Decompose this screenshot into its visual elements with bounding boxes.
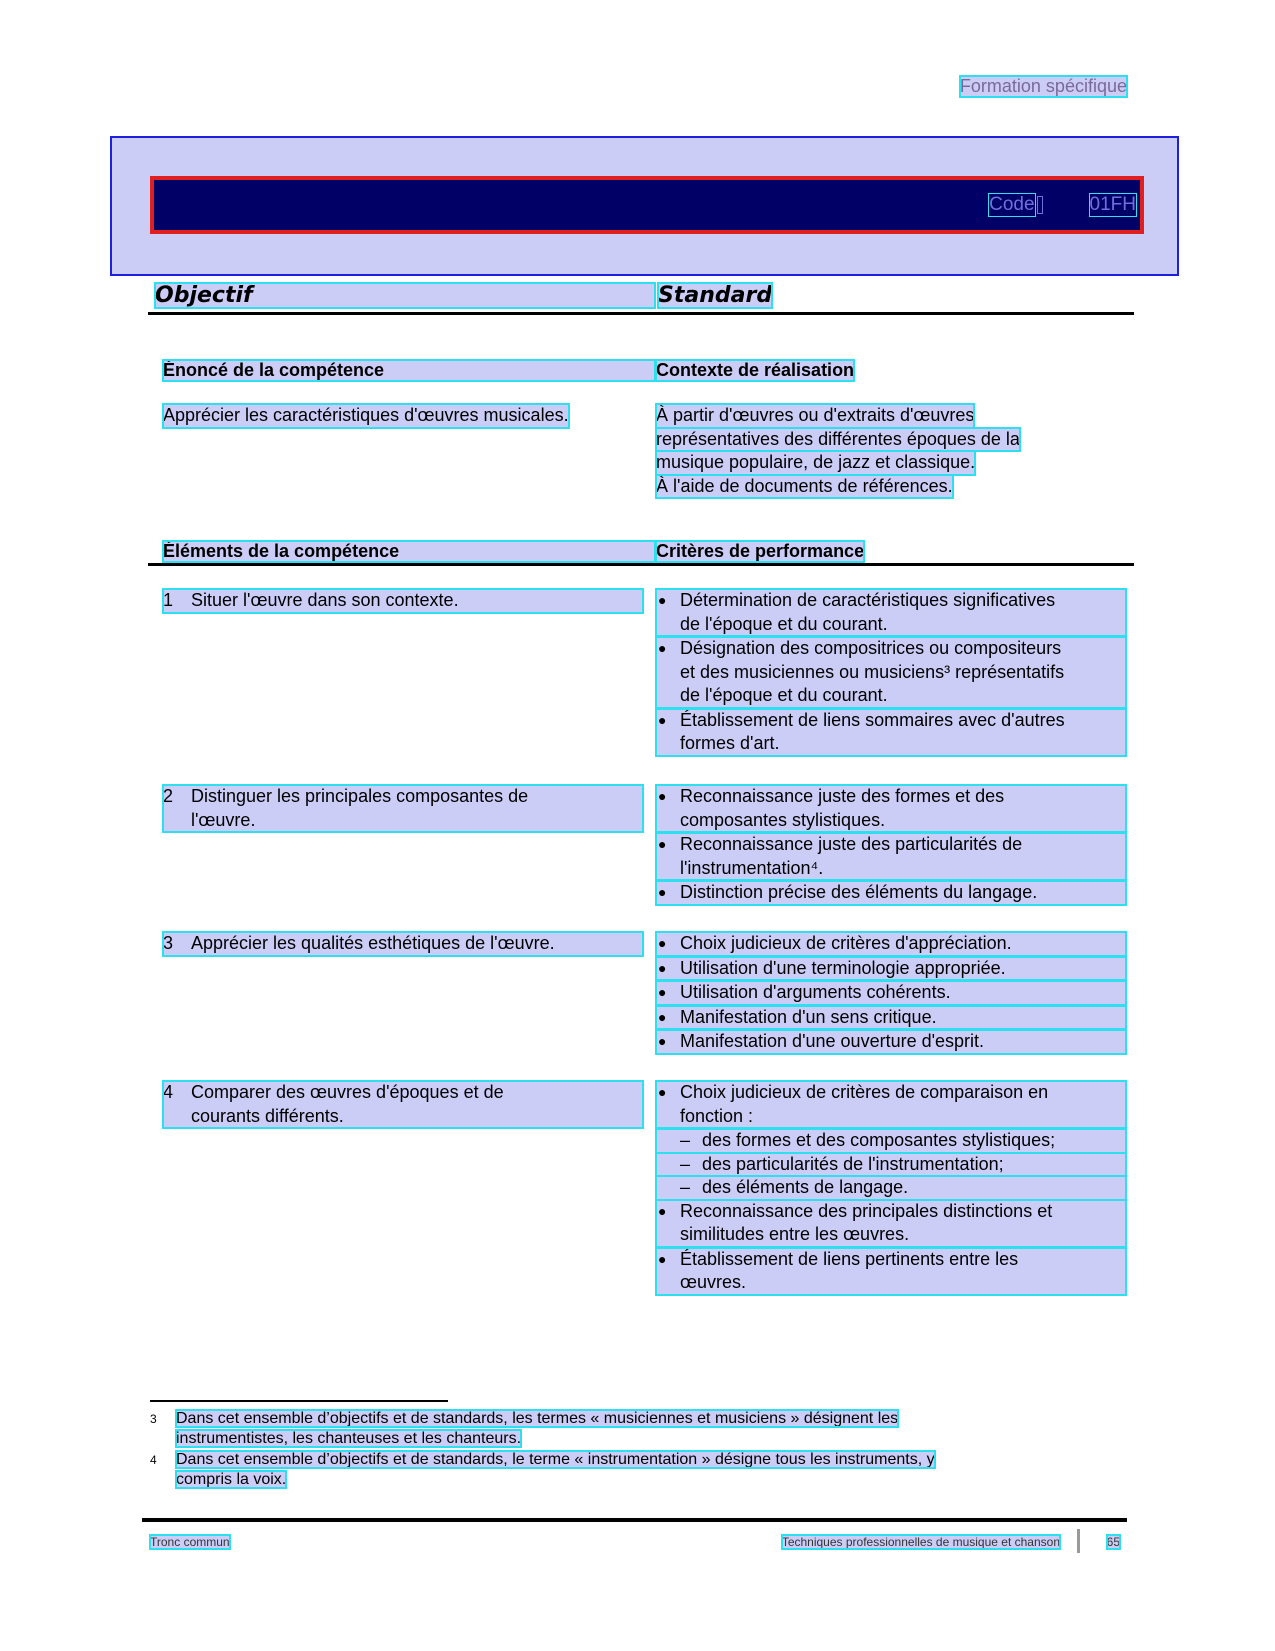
criteres-heading: Critères de performance — [656, 541, 865, 561]
sub-criterion: – des particularités de l'instrumentation; — [656, 1153, 1126, 1177]
bullet-icon: ● — [658, 1202, 667, 1219]
element-3 — [163, 932, 643, 956]
criterion: ● Reconnaissance juste des formes et des composantes stylistiques. — [656, 785, 1126, 832]
criterion: ● Utilisation d'arguments cohérents. — [656, 981, 1126, 1005]
standard-heading: Standard — [658, 283, 773, 308]
contexte-line: musique populaire, de jazz et classique. — [656, 451, 975, 475]
footer-separator — [1077, 1529, 1080, 1553]
header-rule — [148, 312, 1134, 315]
criterion: ● Choix judicieux de critères d'appréciation. — [656, 932, 1126, 956]
criterion: ● Établissement de liens sommaires avec d'autres formes d'art. — [656, 709, 1126, 756]
criterion: ● Désignation des compositrices ou compositeurs et des musiciennes ou musiciens³ représentatifs de l'époque et du courant. — [656, 637, 1126, 708]
contexte-line: À partir d'œuvres ou d'extraits d'œuvres — [656, 404, 974, 428]
page-number: 65 — [1106, 1535, 1120, 1549]
bullet-icon: ● — [658, 788, 667, 804]
enonce-heading: Énoncé de la compétence — [163, 360, 655, 381]
footnote-4 — [150, 1450, 1120, 1490]
criteria-group-3 — [656, 932, 1126, 1055]
code-label: Code — [989, 194, 1035, 215]
sub-criterion: – des formes et des composantes stylistiques; — [656, 1129, 1126, 1153]
element-4 — [163, 1081, 643, 1128]
element-text: Comparer des œuvres d'époques et de courants différents. — [191, 1082, 504, 1126]
objective-heading: Objectif — [155, 283, 655, 308]
code-value: 01FH — [1089, 194, 1136, 215]
bullet-icon: ● — [658, 836, 667, 852]
footnote-number: 4 — [150, 1453, 157, 1467]
footer-left: Tronc commun — [150, 1535, 230, 1549]
sub-criterion: – des éléments de langage. — [656, 1176, 1126, 1200]
enonce-text: Apprécier les caractéristiques d'œuvres musicales. — [163, 404, 569, 428]
bullet-icon: ● — [658, 959, 667, 976]
element-text: Apprécier les qualités esthétiques de l'œuvre. — [191, 933, 555, 953]
element-text: Situer l'œuvre dans son contexte. — [191, 590, 459, 610]
contexte-line: représentatives des différentes époques de la — [656, 428, 1020, 452]
elements-rule — [148, 563, 1134, 566]
bullet-icon: ● — [658, 1084, 667, 1100]
criterion: ● Établissement de liens pertinents entre les œuvres. — [656, 1248, 1126, 1295]
bullet-icon: ● — [658, 984, 667, 1000]
element-number: 4 — [163, 1082, 174, 1102]
running-header: Formation spécifique — [959, 76, 1127, 96]
criterion: ● Utilisation d'une terminologie appropriée. — [656, 957, 1126, 981]
bullet-icon: ● — [658, 1008, 667, 1025]
footer-rule — [142, 1518, 1127, 1522]
bullet-icon: ● — [658, 1250, 667, 1267]
dash-icon: – — [680, 1177, 691, 1197]
criterion: ● Manifestation d'un sens critique. — [656, 1006, 1126, 1030]
element-2 — [163, 785, 643, 832]
title-band — [110, 136, 1179, 276]
dash-icon: – — [680, 1153, 691, 1174]
element-number: 1 — [163, 590, 174, 610]
footnote-text: Dans cet ensemble d’objectifs et de standards, les termes « musiciennes et musiciens » désignent les instrumentistes, les chanteuses et les chanteurs. — [176, 1410, 899, 1447]
code-separator — [1037, 196, 1043, 214]
bullet-icon: ● — [658, 884, 667, 900]
bullet-icon: ● — [658, 711, 667, 728]
criteria-group-4 — [656, 1081, 1126, 1296]
element-number: 2 — [163, 786, 174, 806]
bullet-icon: ● — [658, 935, 667, 951]
bullet-icon: ● — [658, 640, 667, 656]
criterion: ● Détermination de caractéristiques significatives de l'époque et du courant. — [656, 589, 1126, 636]
criteria-group-2 — [656, 785, 1126, 906]
objective-standard-header — [150, 283, 1134, 311]
footer-right: Techniques professionnelles de musique et chanson — [781, 1535, 1060, 1549]
elements-heading: Éléments de la compétence — [163, 541, 655, 562]
contexte-text — [656, 404, 1020, 498]
criterion: ● Choix judicieux de critères de comparaison en fonction : — [656, 1081, 1126, 1128]
contexte-heading: Contexte de réalisation — [656, 360, 855, 380]
criterion: ● Reconnaissance juste des particularités de l'instrumentation⁴. — [656, 833, 1126, 880]
element-1 — [163, 589, 643, 613]
dash-icon: – — [680, 1130, 691, 1150]
element-number: 3 — [163, 933, 174, 953]
competency-code — [989, 194, 1136, 216]
criterion: ● Reconnaissance des principales distinctions et similitudes entre les œuvres. — [656, 1200, 1126, 1247]
criterion: ● Distinction précise des éléments du langage. — [656, 881, 1126, 905]
criterion: ● Manifestation d'une ouverture d'esprit. — [656, 1030, 1126, 1054]
title-bar — [150, 176, 1144, 234]
footnote-3 — [150, 1409, 1120, 1449]
bullet-icon: ● — [658, 592, 667, 608]
contexte-line: À l'aide de documents de références. — [656, 475, 953, 499]
footnote-number: 3 — [150, 1412, 157, 1426]
element-text: Distinguer les principales composantes de l'œuvre. — [191, 786, 529, 830]
bullet-icon: ● — [658, 1033, 667, 1049]
criteria-group-1 — [656, 589, 1126, 757]
footnote-rule — [150, 1400, 448, 1402]
footnote-text: Dans cet ensemble d’objectifs et de standards, le terme « instrumentation » désigne tous les instruments, y compris la voix. — [176, 1451, 935, 1488]
